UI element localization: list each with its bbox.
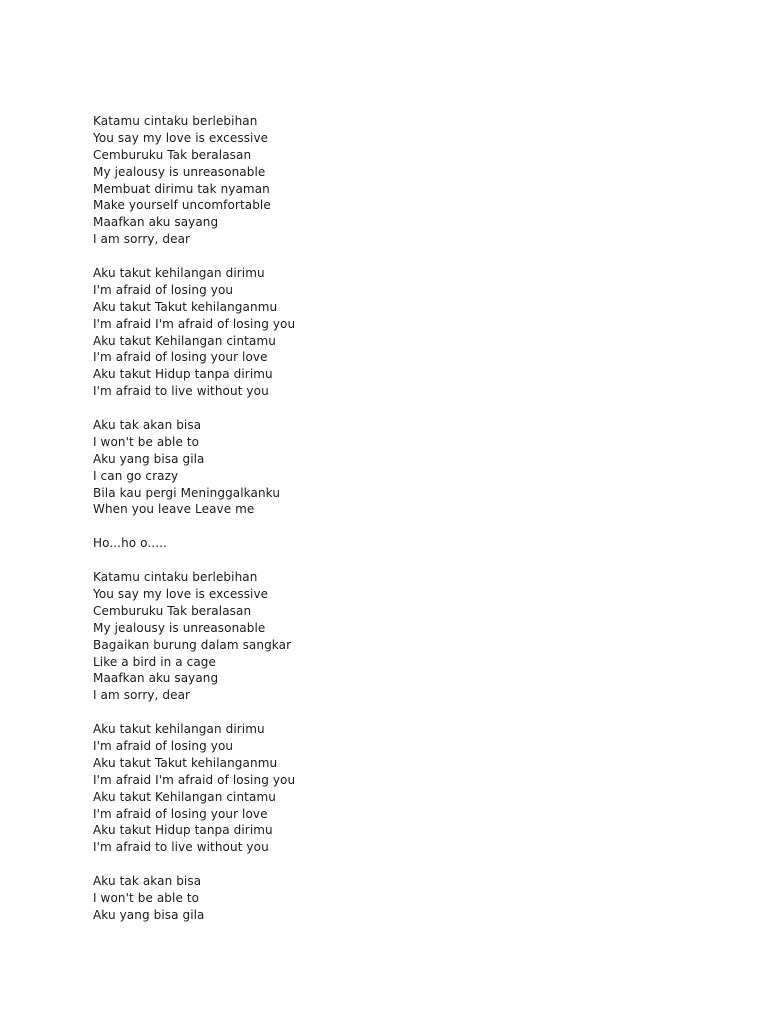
lyric-line: Aku takut Hidup tanpa dirimu	[93, 823, 273, 838]
lyric-line: I'm afraid of losing you	[93, 738, 234, 753]
lyric-line: Membuat dirimu tak nyaman	[93, 181, 270, 196]
lyric-line: Make yourself uncomfortable	[93, 198, 271, 213]
lyric-line: Cemburuku Tak beralasan	[93, 603, 252, 618]
lyric-line: Bila kau pergi Meninggalkanku	[93, 485, 281, 500]
lyric-line: Aku tak akan bisa	[93, 418, 202, 433]
lyric-line: Aku takut Hidup tanpa dirimu	[93, 367, 273, 382]
lyric-line: Aku takut Takut kehilanganmu	[93, 755, 278, 770]
stanza	[93, 417, 693, 518]
lyric-line: I'm afraid of losing your love	[93, 350, 268, 365]
stanza	[93, 873, 693, 924]
lyric-line: I'm afraid to live without you	[93, 384, 269, 399]
lyric-line: Aku takut kehilangan dirimu	[93, 722, 265, 737]
lyrics-text	[93, 113, 693, 941]
lyric-line: My jealousy is unreasonable	[93, 164, 266, 179]
lyric-line: Bagaikan burung dalam sangkar	[93, 637, 292, 652]
lyric-line: Katamu cintaku berlebihan	[93, 570, 258, 585]
stanza	[93, 721, 693, 856]
lyric-line: Aku takut Kehilangan cintamu	[93, 789, 276, 804]
lyric-line: You say my love is excessive	[93, 130, 269, 145]
lyric-line: I'm afraid to live without you	[93, 840, 269, 855]
lyric-line: Aku yang bisa gila	[93, 907, 205, 922]
lyric-line: Aku tak akan bisa	[93, 874, 202, 889]
lyric-line: Cemburuku Tak beralasan	[93, 147, 252, 162]
lyric-line: Aku takut Kehilangan cintamu	[93, 333, 276, 348]
lyric-line: Aku takut Takut kehilanganmu	[93, 299, 278, 314]
lyric-line: Aku takut kehilangan dirimu	[93, 266, 265, 281]
lyric-line: I'm afraid of losing you	[93, 282, 234, 297]
stanza	[93, 569, 693, 704]
lyric-line: Ho...ho o.....	[93, 536, 167, 551]
lyric-line: I'm afraid of losing your love	[93, 806, 268, 821]
stanza	[93, 265, 693, 400]
lyric-line: When you leave Leave me	[93, 502, 255, 517]
lyric-line: My jealousy is unreasonable	[93, 620, 266, 635]
lyric-line: You say my love is excessive	[93, 586, 269, 601]
lyric-line: I can go crazy	[93, 468, 179, 483]
lyric-line: Like a bird in a cage	[93, 654, 216, 669]
lyric-line: Aku yang bisa gila	[93, 451, 205, 466]
lyric-line: Katamu cintaku berlebihan	[93, 114, 258, 128]
lyric-line: I am sorry, dear	[93, 688, 191, 703]
stanza	[93, 535, 693, 552]
stanza	[93, 113, 693, 248]
lyric-line: I won't be able to	[93, 434, 200, 449]
lyric-line: I'm afraid I'm afraid of losing you	[93, 316, 296, 331]
lyric-line: Maafkan aku sayang	[93, 671, 219, 686]
lyric-line: I am sorry, dear	[93, 232, 191, 247]
lyric-line: I'm afraid I'm afraid of losing you	[93, 772, 296, 787]
lyric-line: Maafkan aku sayang	[93, 215, 219, 230]
lyric-line: I won't be able to	[93, 890, 200, 905]
